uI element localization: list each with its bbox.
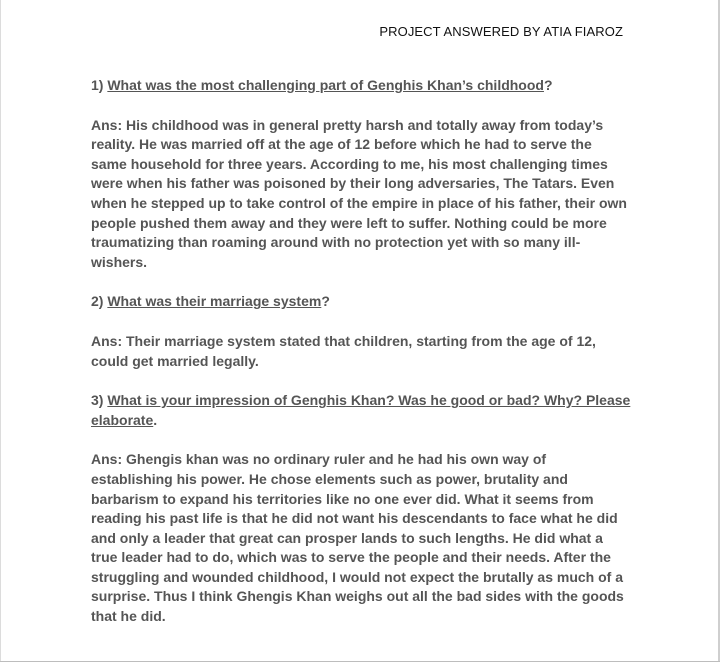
question-suffix: .: [153, 411, 158, 428]
question-number: 3): [91, 392, 108, 409]
question-text-link[interactable]: What was their marriage system: [107, 293, 322, 310]
question-text-link[interactable]: What was the most challenging part of Genghis Khan’s childhood: [107, 77, 544, 93]
question-suffix: ?: [543, 77, 553, 93]
question-3: [91, 391, 631, 430]
question-2: [91, 292, 631, 312]
question-text-link[interactable]: What is your impression of Genghis Khan? Was he good or bad? Why? Please elaborate: [91, 392, 631, 428]
question-number: 1): [91, 77, 108, 93]
question-number: 2): [91, 293, 108, 310]
answer-2: Ans: Their marriage system stated that children, starting from the age of 12, could get married legally.: [91, 332, 596, 369]
answer-1: Ans: His childhood was in general pretty harsh and totally away from today’s reality. He was married off at the age of 12 before which he had to serve the same household for three years. According to me, his most challenging times were when his father was poisoned by their long adversaries, The Tatars. Even when he stepped up to take control of the empire in place of his father, their own people pushed them away and they were left to suffer. Nothing could be more traumatizing than roaming around with no protection yet with so many ill-wishers.: [91, 116, 627, 270]
page-header: PROJECT ANSWERED BY ATIA FIAROZ: [379, 24, 623, 39]
answer-3: Ans: Ghengis khan was no ordinary ruler and he had his own way of establishing his power. He chose elements such as power, brutality and barbarism to expand his territories like no one ever did. What it seems from reading his past life is that he did not want his descendants to face what he did and only a leader that great can prosper lands to such lengths. He did what a true leader had to do, which was to serve the people and their needs. After the struggling and wounded childhood, I would not expect the brutally as much of a surprise. Thus I think Ghengis Khan weighs out all the bad sides with the goods that he did.: [91, 451, 624, 625]
page-bottom-divider: [0, 661, 720, 669]
qa-content: [91, 76, 631, 647]
question-suffix: ?: [321, 293, 330, 310]
question-1: [91, 76, 631, 96]
left-border: [0, 0, 1, 661]
